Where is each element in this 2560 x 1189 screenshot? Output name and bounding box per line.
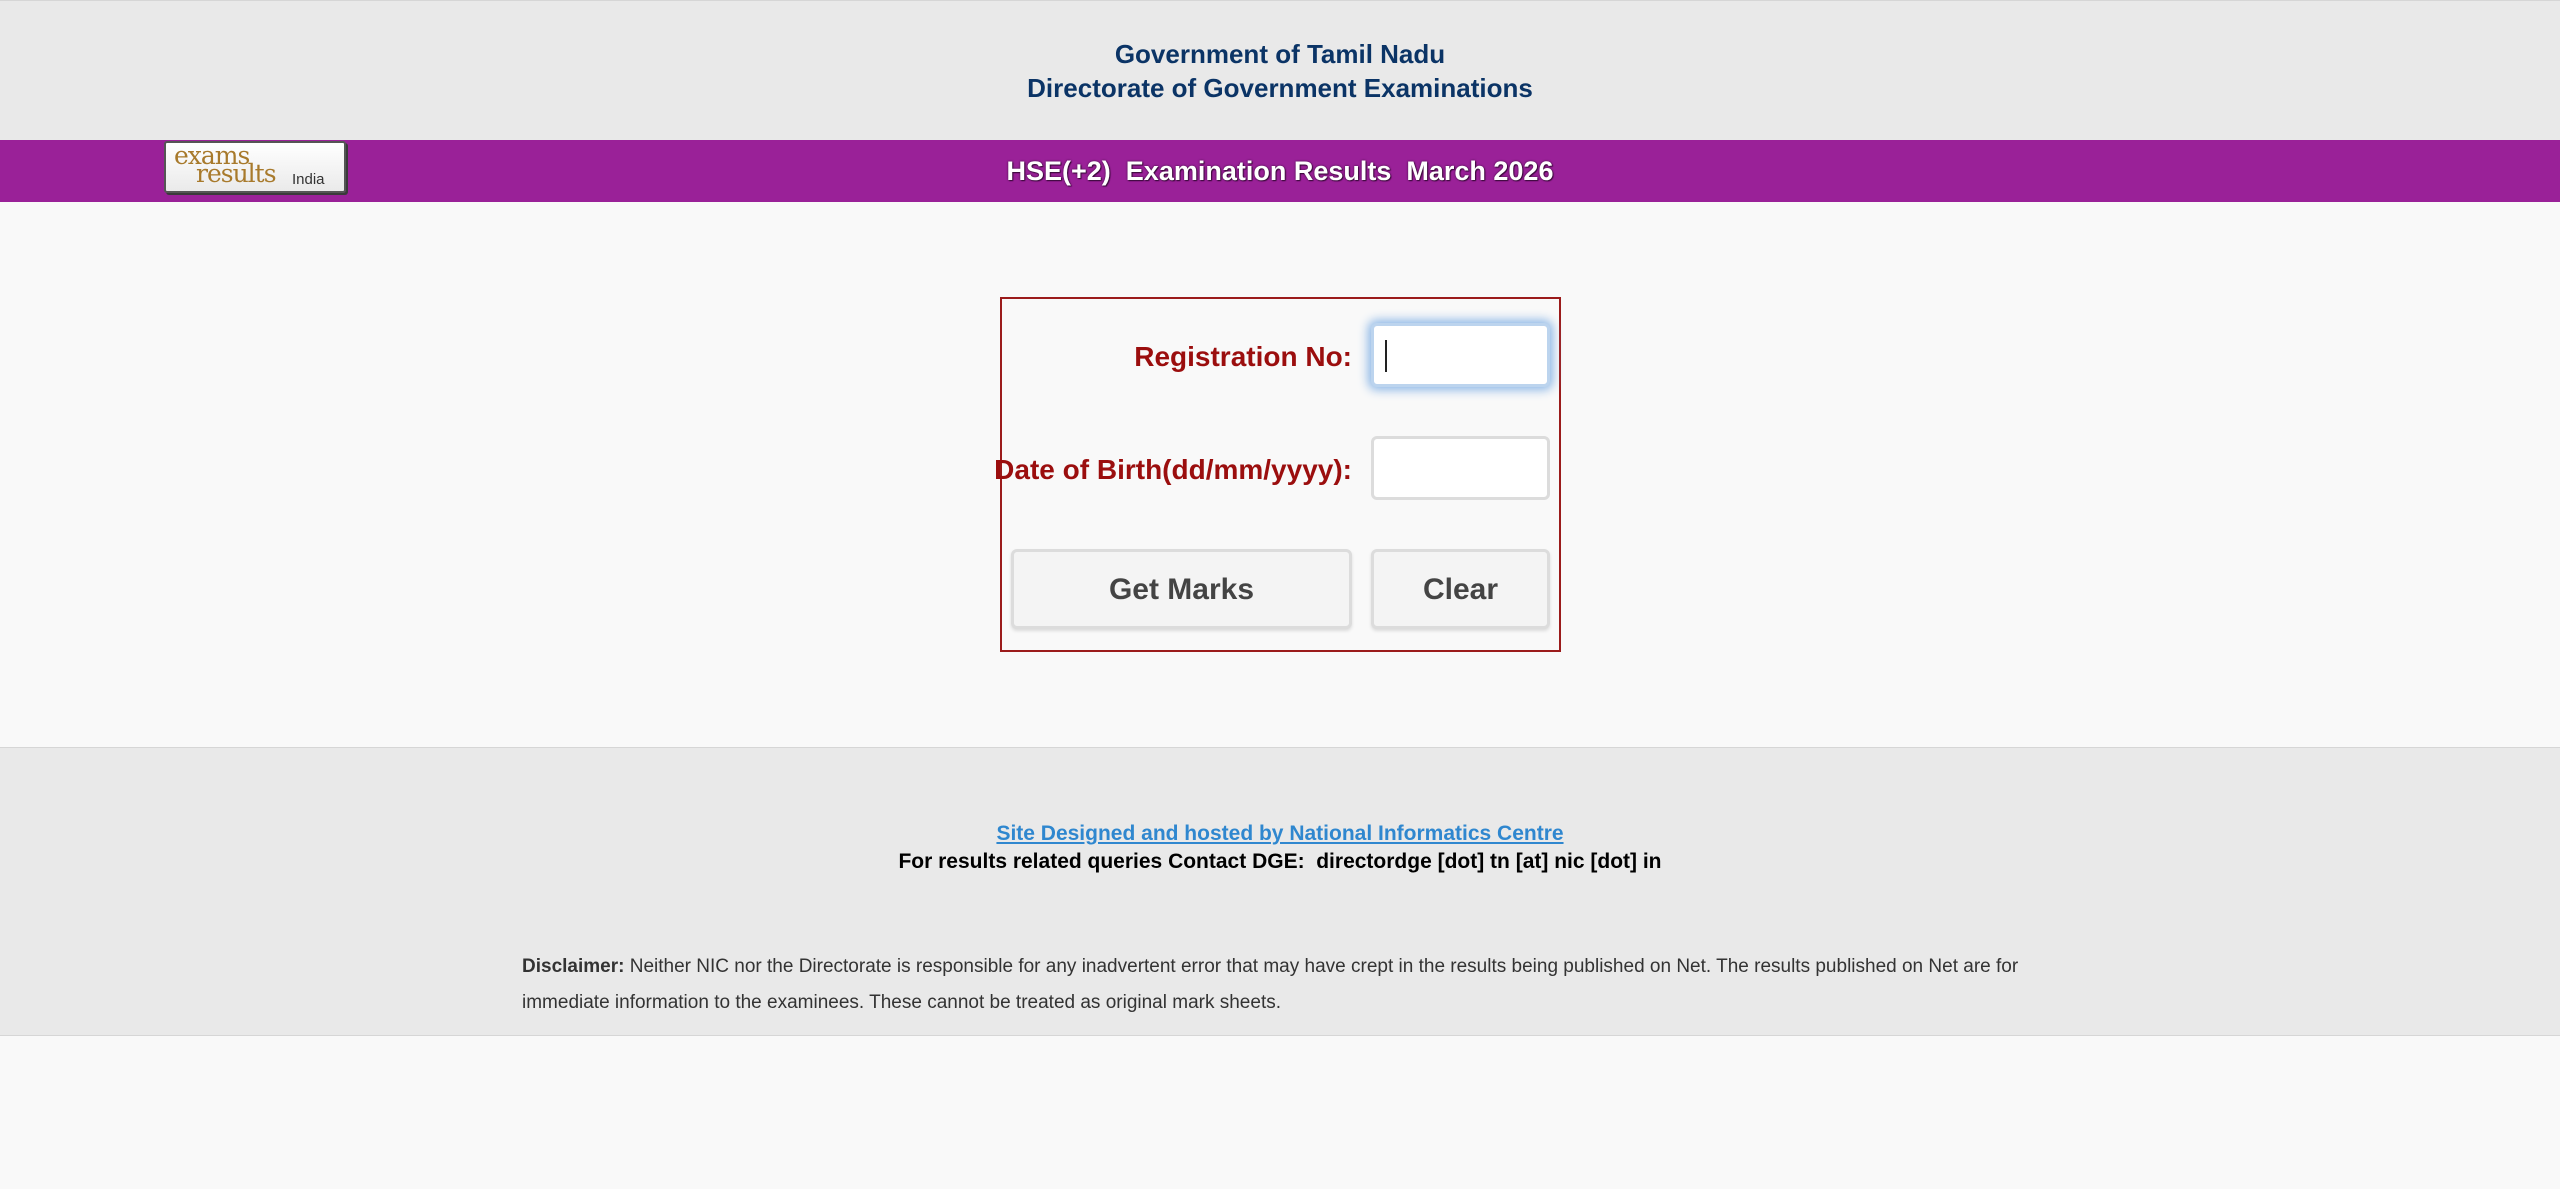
page-header (0, 0, 2560, 140)
registration-input[interactable] (1371, 323, 1550, 387)
nic-link[interactable]: Site Designed and hosted by National Informatics Centre (996, 822, 1564, 845)
results-banner (0, 140, 2560, 202)
disclaimer (522, 949, 2042, 1021)
registration-label: Registration No: (1134, 341, 1352, 372)
header-directorate-title: Directorate of Government Examinations (1027, 73, 1533, 103)
disclaimer-label: Disclaimer: (522, 956, 625, 977)
page-footer (0, 747, 2560, 1036)
banner-title: HSE(+2) Examination Results March 2026 (1006, 156, 1554, 186)
disclaimer-text: Neither NIC nor the Directorate is responsible for any inadvertent error that may have crept in the results being published on Net. The results published on Net are for immediate information to the examinees. These cannot be treated as original mark sheets. (522, 956, 2019, 1013)
header-government-title: Government of Tamil Nadu (1114, 39, 1446, 69)
dob-input[interactable] (1371, 436, 1550, 500)
results-login-form (994, 297, 1561, 652)
get-marks-button[interactable]: Get Marks (1011, 549, 1352, 629)
logo-word-exams: exams (174, 141, 250, 170)
text-caret (1385, 340, 1387, 372)
dob-label: Date of Birth(dd/mm/yyyy): (994, 454, 1352, 485)
clear-button[interactable]: Clear (1371, 549, 1550, 629)
contact-info: For results related queries Contact DGE: directordge [dot] tn [at] nic [dot] in (898, 850, 1662, 873)
logo-word-results: results (196, 159, 276, 188)
exams-results-india-logo[interactable] (164, 141, 346, 193)
logo-word-india: India (292, 171, 325, 188)
nic-credit (0, 822, 2560, 846)
